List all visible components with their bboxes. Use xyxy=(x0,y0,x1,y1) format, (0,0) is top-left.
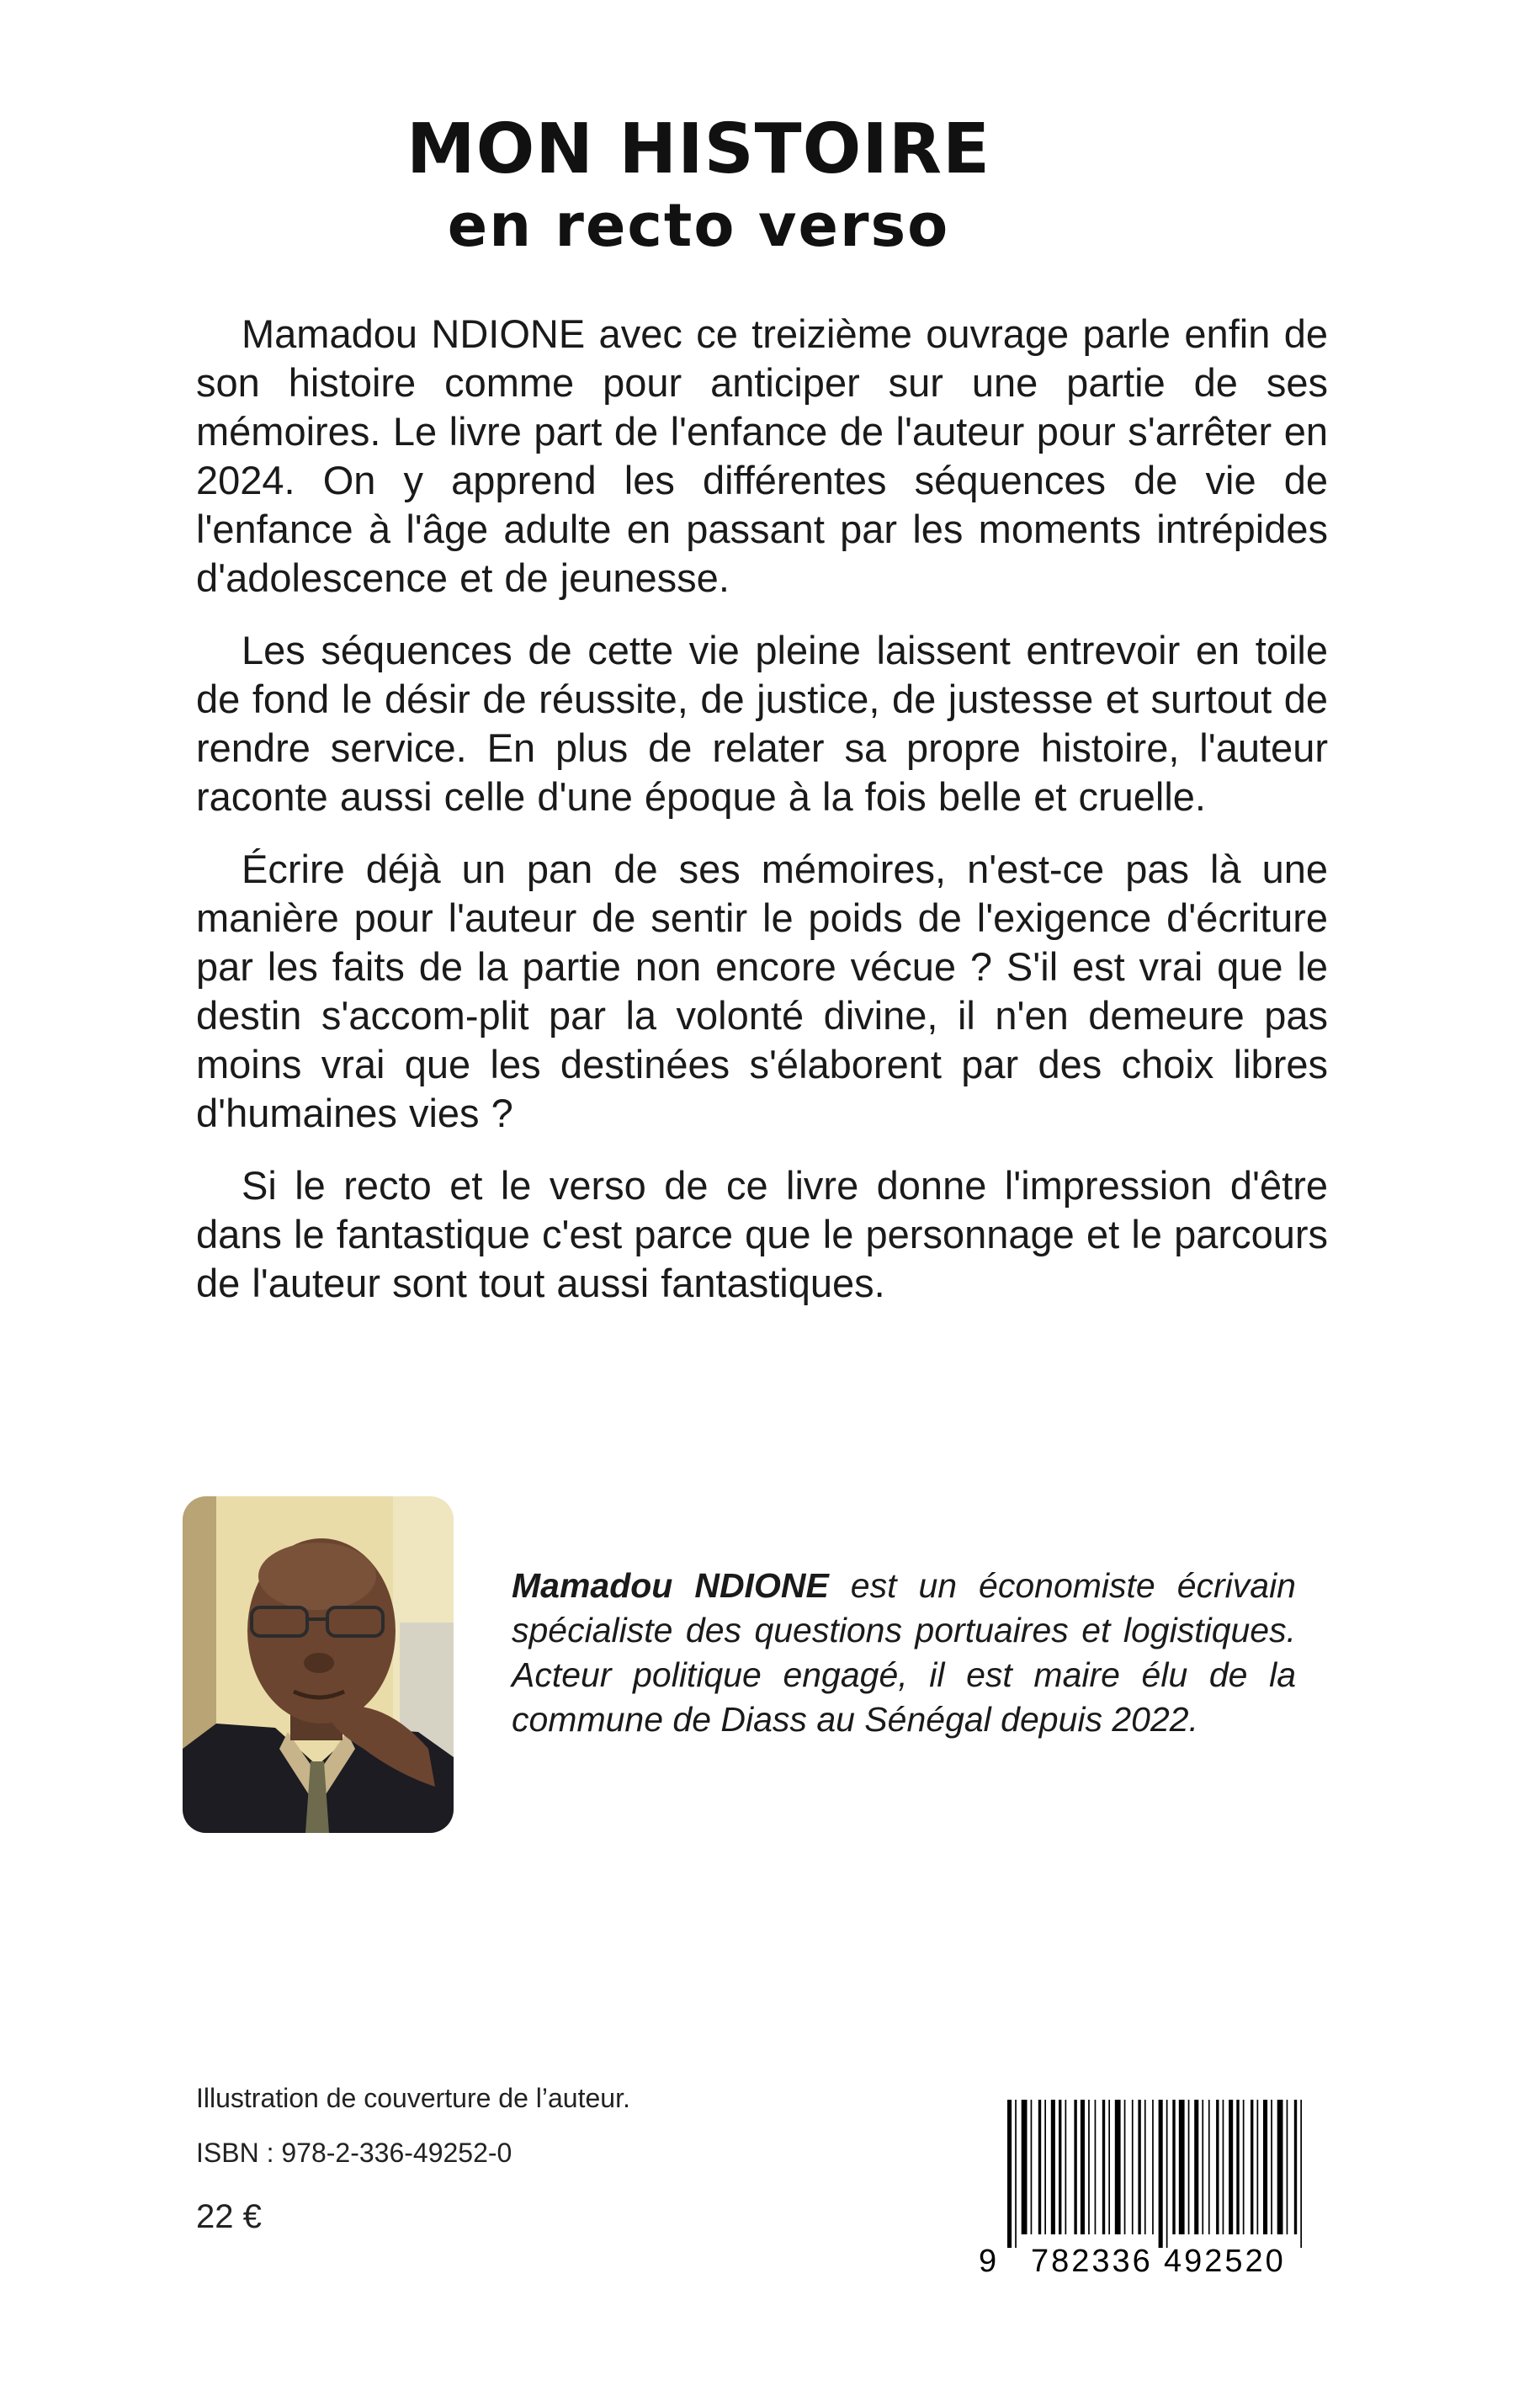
barcode-bar xyxy=(1287,2100,1288,2234)
barcode-bar xyxy=(1108,2100,1110,2234)
barcode-bar xyxy=(1277,2100,1283,2234)
barcode-bar xyxy=(1294,2100,1297,2234)
barcode-bar xyxy=(1271,2100,1272,2234)
blurb-paragraph: Si le recto et le verso de ce livre donne l'impression d'être dans le fantastique c'est parce que le personnage et le parcours de l'auteur sont tout aussi fantastiques. xyxy=(196,1163,1328,1305)
title-block xyxy=(0,109,1397,261)
barcode-bar xyxy=(1059,2100,1061,2234)
barcode-bar xyxy=(1166,2100,1168,2248)
barcode-bar xyxy=(1223,2100,1224,2234)
barcode-bar xyxy=(1229,2100,1233,2234)
barcode-bar xyxy=(1051,2100,1055,2234)
back-cover-blurb xyxy=(196,310,1328,1331)
barcode-bar xyxy=(1194,2100,1198,2234)
barcode-bar xyxy=(1243,2100,1245,2234)
barcode-bar xyxy=(1138,2100,1140,2234)
barcode-bar xyxy=(1188,2100,1190,2234)
barcode-bar xyxy=(1216,2100,1219,2234)
barcode-bar xyxy=(1300,2100,1302,2248)
barcode-bar xyxy=(1179,2100,1185,2234)
barcode-bar xyxy=(1263,2100,1267,2234)
barcode-bar xyxy=(1115,2100,1121,2234)
barcode-bar xyxy=(1132,2100,1134,2234)
author-name: Mamadou NDIONE xyxy=(512,1566,829,1605)
barcode-bar xyxy=(1031,2100,1033,2234)
barcode-bar xyxy=(1236,2100,1239,2234)
barcode-bar xyxy=(1044,2100,1046,2234)
barcode-bar xyxy=(1022,2100,1028,2234)
barcode-bar xyxy=(1124,2100,1126,2234)
barcode-bar xyxy=(1065,2100,1067,2234)
book-price: 22 € xyxy=(196,2198,262,2235)
author-bio xyxy=(512,1564,1296,1742)
author-photo xyxy=(183,1496,454,1833)
blurb-paragraph: Mamadou NDIONE avec ce treizième ouvrage parle enfin de son histoire comme pour anticiper sur une partie de ses mémoires. Le livre part de l'enfance de l'auteur pour s'arrêter en 2024. On y apprend les différentes séquences de vie de l'enfance à l'âge adulte en passant par les moments intrépides d'adolescence et de jeunesse. xyxy=(196,311,1328,600)
barcode-bar xyxy=(1208,2100,1210,2234)
barcode-bar xyxy=(1144,2100,1146,2234)
barcode-bar xyxy=(1038,2100,1041,2234)
barcode-bar xyxy=(1172,2100,1175,2234)
barcode-bar xyxy=(1015,2100,1017,2248)
barcode-bar xyxy=(1152,2100,1154,2234)
isbn-number: ISBN : 978-2-336-49252-0 xyxy=(196,2138,512,2168)
blurb-paragraph: Écrire déjà un pan de ses mémoires, n'est-ce pas là une manière pour l'auteur de sentir le poids de l'exigence d'écriture par les faits de la partie non encore vécue ? S'il est vrai que le destin s'accom-plit par la volonté divine, il n'en demeure pas moins vrai que les destinées s'élaborent par des choix libres d'humaines vies ? xyxy=(196,847,1328,1135)
barcode-bar xyxy=(1095,2100,1097,2234)
barcode-bar xyxy=(1202,2100,1203,2234)
cover-illustration-credit: Illustration de couverture de l’auteur. xyxy=(196,2083,630,2113)
book-title: MON HISTOIRE xyxy=(406,109,990,189)
author-bio-text: est un économiste écrivain spécialiste des questions portuaires et logistiques. Acteur politique engagé, il est maire élu de la commune de Diass au Sénégal depuis 2022. xyxy=(512,1566,1296,1739)
barcode-digits-left: 782336 xyxy=(1031,2244,1153,2276)
author-portrait-image xyxy=(183,1496,454,1833)
barcode-bar xyxy=(1251,2100,1253,2234)
barcode-bar xyxy=(1257,2100,1259,2234)
barcode-bar xyxy=(1159,2100,1163,2248)
barcode-graphic xyxy=(974,2098,1306,2276)
barcode-bar xyxy=(1081,2100,1085,2234)
barcode-digits-right: 492520 xyxy=(1164,2244,1286,2276)
barcode-bar xyxy=(1007,2100,1012,2248)
blurb-paragraph: Les séquences de cette vie pleine laissent entrevoir en toile de fond le désir de réussite, de justice, de justesse et surtout de rendre service. En plus de relater sa propre histoire, l'auteur raconte aussi celle d'une époque à la fois belle et cruelle. xyxy=(196,628,1328,819)
barcode-digit-first: 9 xyxy=(979,2244,997,2276)
barcode-bar xyxy=(1102,2100,1105,2234)
barcode xyxy=(974,2098,1306,2276)
barcode-bar xyxy=(1074,2100,1076,2234)
book-subtitle: en recto verso xyxy=(447,191,950,260)
barcode-bar xyxy=(1088,2100,1090,2234)
